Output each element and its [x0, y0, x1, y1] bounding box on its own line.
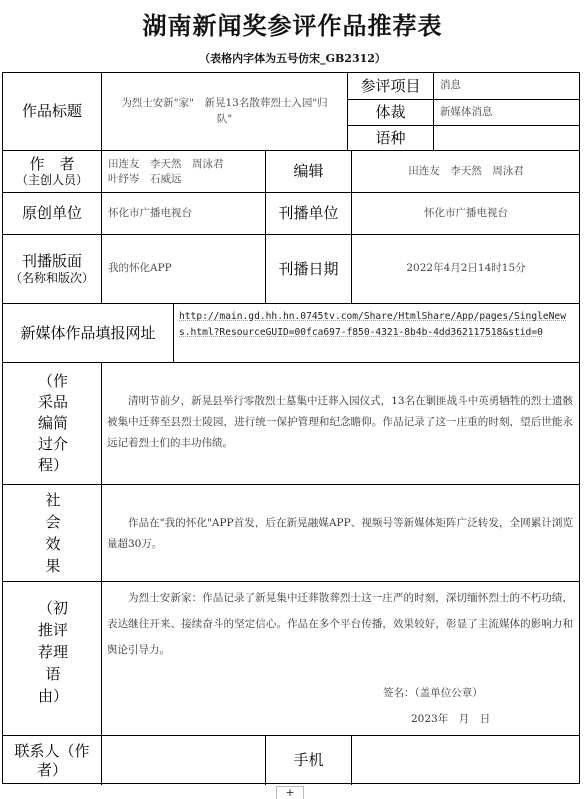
phone-value[interactable]	[352, 736, 580, 785]
author-value[interactable]: 田连友 李天然 周泳君 叶纾岑 石威远	[108, 158, 224, 185]
recommendation-form	[2, 72, 580, 784]
genre-value[interactable]: 新媒体消息	[440, 105, 493, 118]
recommend-label	[33, 597, 73, 707]
rule	[3, 362, 580, 363]
title-value[interactable]: 为烈士安新"家" 新晃13名散葬烈士入园"归队"	[121, 96, 328, 125]
process-text[interactable]: 清明节前夕，新晃县举行零散烈士墓集中迁葬入园仪式，13名在剿匪战斗中英勇牺牲的烈士遗骸被集中迁葬至县烈士陵园，进行统一保护管理和纪念瞻仰。作品记录了这一庄重的时刻，望后世能永远记着烈士们的丰功伟绩。	[107, 395, 573, 449]
author-label	[3, 151, 101, 192]
signature-date: 2023年 月 日	[411, 713, 491, 725]
item-label: 参评项目	[360, 76, 421, 95]
signature-line: 签名：（盖单位公章）	[383, 687, 483, 699]
rule	[173, 303, 174, 362]
publish-unit-label: 刊播单位	[278, 204, 339, 223]
process-label	[33, 371, 73, 476]
phone-label: 手机	[293, 751, 324, 770]
rule	[3, 581, 580, 582]
recommend-text[interactable]: 为烈士安新家：作品记录了新晃集中迁葬散葬烈士这一庄严的时刻，深切缅怀烈士的不朽功绩，表达继往开来、接续奋斗的坚定信心。作品在多个平台传播，效果较好，彰显了主流媒体的影响力和舆论引导力。	[107, 592, 573, 656]
add-row-button[interactable]: +	[276, 786, 304, 799]
edition-label-sub: （名称和版次）	[9, 270, 94, 285]
rule	[3, 484, 580, 485]
effect-text[interactable]: 作品在"我的怀化"APP首发，后在新晃融媒APP、视频号等新媒体矩阵广泛转发，全网累计浏览量超30万。	[107, 517, 573, 550]
title-label: 作品标题	[21, 102, 82, 121]
url-link[interactable]: http://main.gd.hh.hn.0745tv.com/Share/HtmlShare/App/pages/SingleNews.html?ResourceGUID=00fca697-f850-4321-8b4b-4dd362117518&stid=0	[179, 311, 566, 338]
effect-label	[33, 489, 73, 577]
edition-value[interactable]: 我的怀化APP	[108, 262, 172, 275]
editor-value[interactable]: 田连友 李天然 周泳君	[408, 164, 524, 177]
rule	[101, 362, 102, 785]
edition-label-main: 刊播版面	[21, 252, 82, 271]
process-label-text: （作采品编简过介程）	[38, 372, 69, 474]
contact-value[interactable]	[102, 736, 265, 785]
recommend-label-text: （初推评荐理语由）	[38, 599, 69, 705]
publish-unit-value[interactable]: 怀化市广播电视台	[424, 206, 508, 219]
url-label: 新媒体作品填报网址	[20, 323, 156, 342]
contact-label: 联系人（作者）	[14, 741, 90, 779]
author-label-main: 作 者	[29, 154, 75, 173]
origin-unit-label: 原创单位	[21, 204, 82, 223]
item-value[interactable]: 消息	[440, 79, 461, 92]
edition-label	[3, 235, 101, 303]
editor-label: 编辑	[293, 162, 324, 181]
language-label: 语种	[375, 128, 406, 147]
author-label-sub: （主创人员）	[15, 173, 88, 188]
publish-date-label: 刊播日期	[278, 259, 339, 278]
publish-date-value[interactable]: 2022年4月2日14时15分	[406, 262, 526, 275]
language-value[interactable]	[434, 126, 580, 150]
origin-unit-value[interactable]: 怀化市广播电视台	[108, 206, 192, 219]
page-title: 湖南新闻奖参评作品推荐表	[142, 12, 443, 40]
font-note: （表格内字体为五号仿宋_GB2312）	[199, 52, 386, 65]
effect-label-text: 社会效果	[45, 491, 61, 575]
genre-label: 体裁	[375, 103, 406, 122]
